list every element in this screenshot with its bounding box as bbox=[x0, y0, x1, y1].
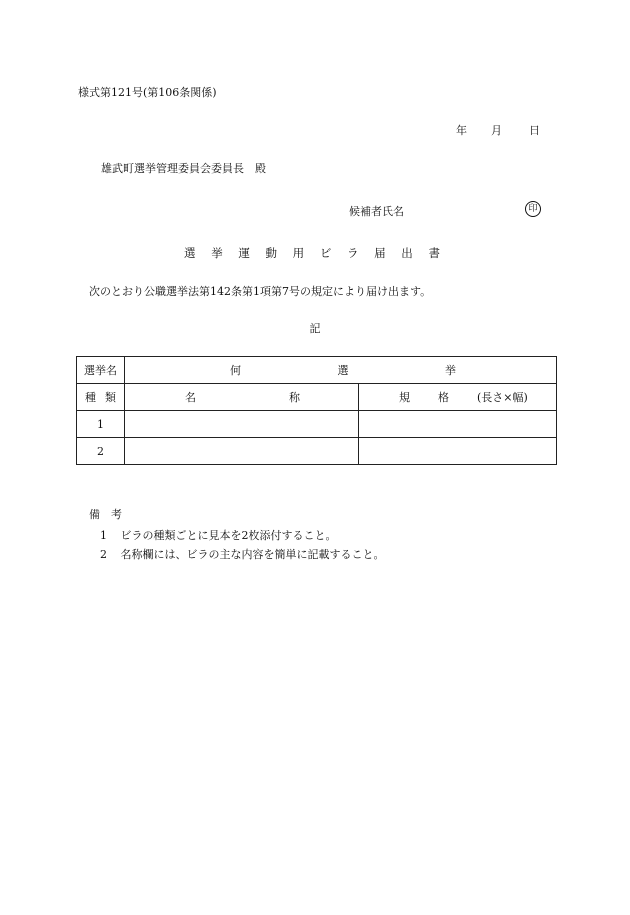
election-name-value[interactable] bbox=[125, 357, 557, 384]
note-number: 1 bbox=[100, 529, 107, 542]
row-name-cell[interactable] bbox=[125, 438, 359, 465]
notes-title: 備 考 bbox=[89, 508, 122, 521]
row-number: 2 bbox=[77, 438, 125, 465]
election-char-3: 挙 bbox=[445, 364, 456, 377]
candidate-name-label: 候補者氏名 bbox=[349, 205, 404, 218]
name-char-1: 名 bbox=[185, 391, 196, 404]
document-title: 選 挙 運 動 用 ビ ラ 届 出 書 bbox=[184, 246, 446, 260]
kind-header bbox=[77, 384, 125, 411]
row-number: 1 bbox=[77, 411, 125, 438]
name-header bbox=[125, 384, 359, 411]
spec-char-1: 規 bbox=[399, 391, 410, 404]
date-day-label: 日 bbox=[529, 124, 540, 137]
kind-char-2: 類 bbox=[105, 391, 116, 404]
addressee: 雄武町選挙管理委員会委員長 殿 bbox=[101, 162, 266, 175]
spec-dimensions: (長さ×幅) bbox=[477, 391, 528, 404]
body-text: 次のとおり公職選挙法第142条第1項第7号の規定により届け出ます。 bbox=[89, 285, 432, 298]
note-text: 名称欄には、ビラの主な内容を簡単に記載すること。 bbox=[120, 548, 385, 561]
spec-header bbox=[359, 384, 557, 411]
note-text: ビラの種類ごとに見本を2枚添付すること。 bbox=[120, 529, 337, 542]
table-row bbox=[77, 411, 557, 438]
date-year-label: 年 bbox=[456, 124, 467, 137]
name-char-2: 称 bbox=[289, 391, 300, 404]
row-spec-cell[interactable] bbox=[359, 438, 557, 465]
form-number: 様式第121号(第106条関係) bbox=[78, 86, 217, 99]
election-name-label: 選挙名 bbox=[77, 357, 125, 384]
header-row bbox=[77, 384, 557, 411]
date-month-label: 月 bbox=[491, 124, 502, 137]
note-item bbox=[100, 546, 385, 562]
row-name-cell[interactable] bbox=[125, 411, 359, 438]
election-row bbox=[77, 357, 557, 384]
election-char-2: 選 bbox=[337, 364, 349, 377]
row-spec-cell[interactable] bbox=[359, 411, 557, 438]
note-number: 2 bbox=[100, 548, 107, 561]
flyer-table bbox=[76, 356, 557, 465]
spec-char-2: 格 bbox=[438, 391, 449, 404]
election-char-1: 何 bbox=[230, 364, 241, 377]
table-row bbox=[77, 438, 557, 465]
kind-char-1: 種 bbox=[85, 391, 96, 404]
note-item bbox=[100, 527, 337, 543]
seal-icon: 印 bbox=[525, 201, 541, 217]
ki-heading: 記 bbox=[309, 322, 321, 335]
